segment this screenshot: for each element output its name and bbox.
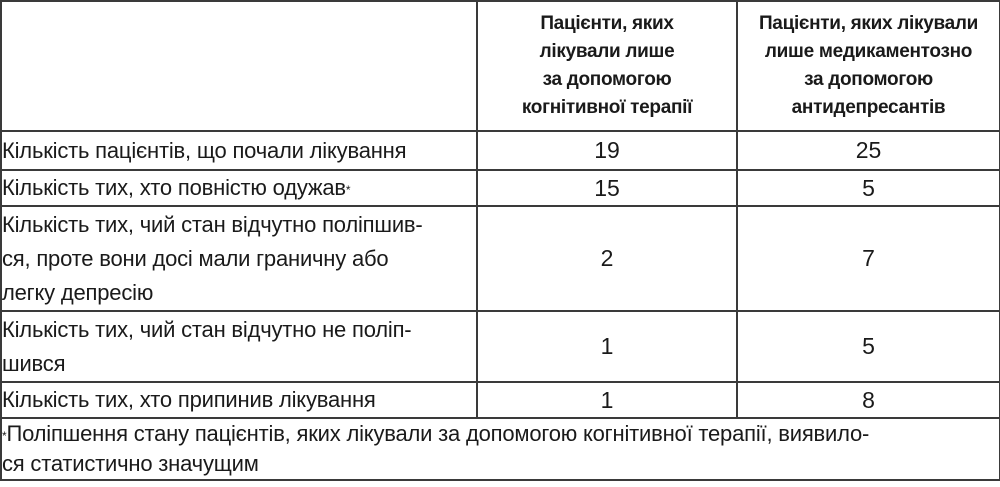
table-row — [1, 131, 1000, 170]
table-row — [1, 170, 1000, 206]
antidepressant-value: 25 — [737, 131, 1000, 170]
row-label — [1, 206, 477, 311]
antidepressant-value: 5 — [737, 170, 1000, 206]
cognitive-value: 19 — [477, 131, 737, 170]
cognitive-value: 1 — [477, 382, 737, 418]
footnote-row — [1, 418, 1000, 480]
antidepressant-value: 5 — [737, 311, 1000, 382]
cognitive-value: 15 — [477, 170, 737, 206]
cognitive-value: 2 — [477, 206, 737, 311]
header-line: лише медикаментозно — [764, 41, 973, 62]
antidepressant-value: 7 — [737, 206, 1000, 311]
row-label-line: легку депресію — [2, 279, 154, 305]
header-line: лікували лише — [539, 41, 675, 62]
row-label-line: шився — [2, 350, 66, 376]
row-label — [1, 382, 477, 418]
row-label-line: Кількість тих, чий стан відчутно не поліп- — [2, 316, 412, 342]
footnote — [1, 418, 1000, 480]
row-label — [1, 311, 477, 382]
footnote-marker: * — [2, 429, 7, 443]
table-row — [1, 382, 1000, 418]
row-label-line: Кількість тих, хто повністю одужав — [2, 175, 346, 200]
row-label — [1, 170, 477, 206]
header-line: антидепресантів — [791, 97, 946, 118]
header-row — [1, 1, 1000, 131]
header-antidepressants — [737, 1, 1000, 131]
header-line: Пацієнти, яких лікували — [758, 13, 979, 34]
header-line: за допомогою — [542, 69, 672, 90]
header-empty-cell — [1, 1, 477, 131]
table-row — [1, 311, 1000, 382]
antidepressant-value: 8 — [737, 382, 1000, 418]
row-label-line: ся, проте вони досі мали граничну або — [2, 245, 389, 271]
header-cognitive-therapy — [477, 1, 737, 131]
footnote-line: ся статистично значущим — [2, 451, 259, 476]
row-label-line: Кількість тих, чий стан відчутно поліпшив- — [2, 211, 423, 237]
cognitive-value: 1 — [477, 311, 737, 382]
table-row — [1, 206, 1000, 311]
header-line: за допомогою — [804, 69, 933, 90]
footnote-line — [2, 419, 999, 449]
footnote-marker: * — [345, 183, 351, 197]
row-label — [1, 131, 477, 170]
header-line: когнітивної терапії — [521, 97, 693, 118]
row-label-line: Кількість пацієнтів, що почали лікування — [2, 137, 407, 163]
footnote-text: Поліпшення стану пацієнтів, яких лікували за допомогою когнітивної терапії, виявило- — [6, 421, 870, 446]
row-label-line: Кількість тих, хто припинив лікування — [2, 387, 376, 412]
header-line: Пацієнти, яких — [540, 13, 674, 34]
